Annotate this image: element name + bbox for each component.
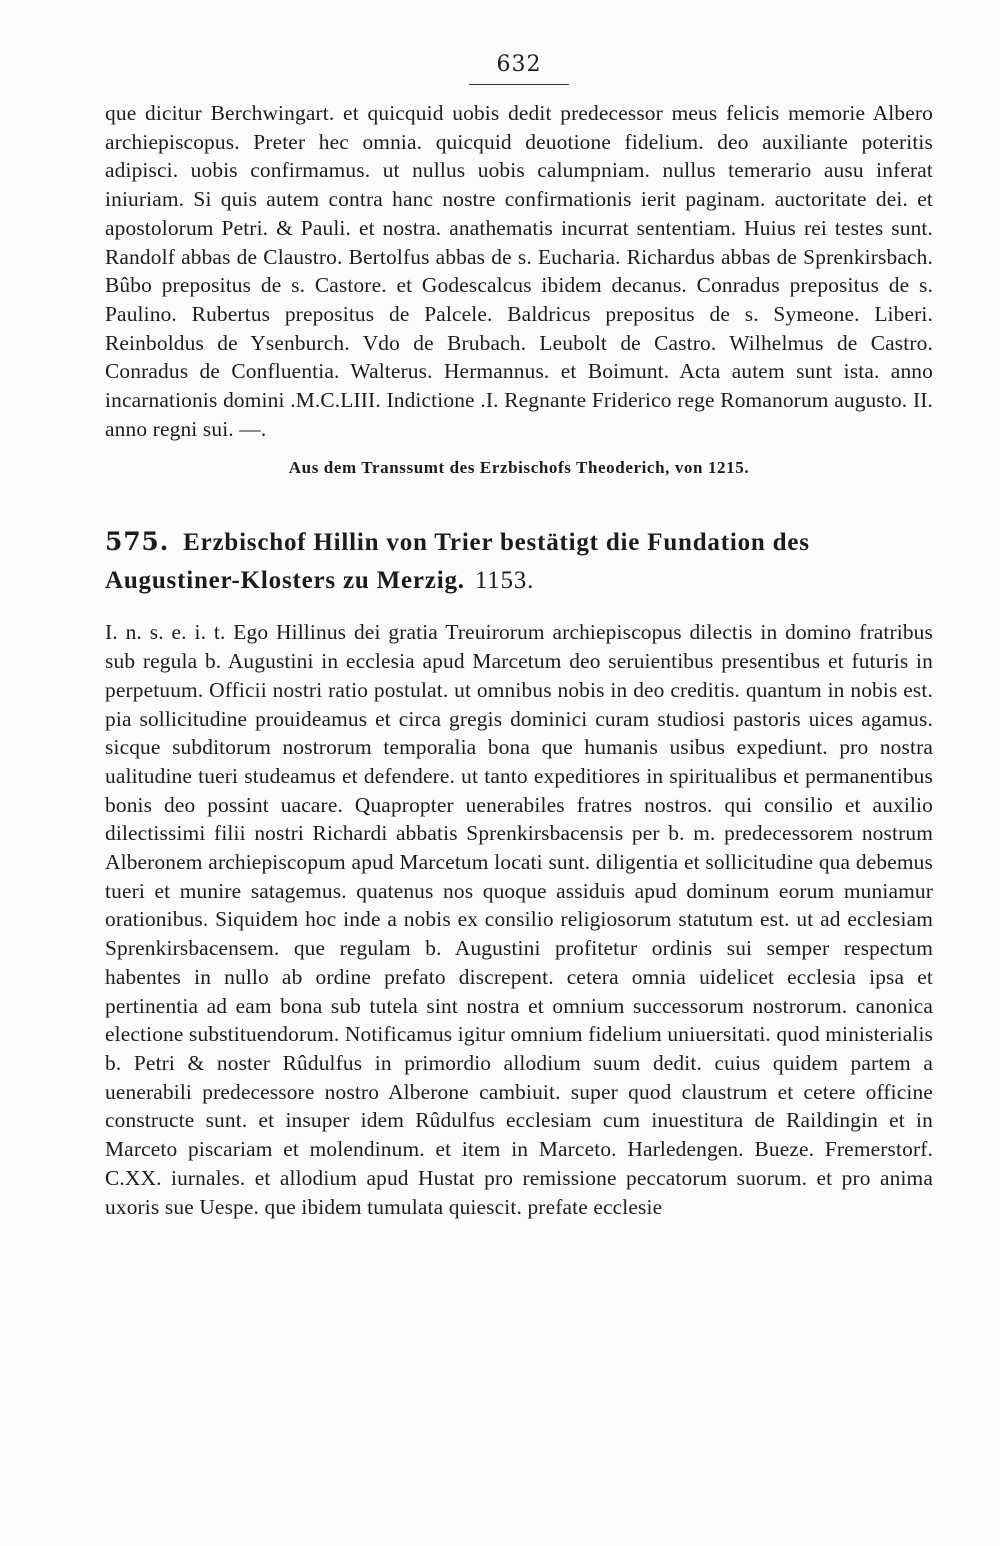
- source-note: Aus dem Transsumt des Erzbischofs Theoderich, von 1215.: [288, 458, 750, 478]
- document-heading: [105, 523, 933, 600]
- document-year: 1153.: [474, 567, 535, 595]
- page-number: 632: [496, 52, 542, 77]
- document-title: Erzbischof Hillin von Trier bestätigt die Fundation des Augustiner-Klosters zu Merzig.: [105, 529, 810, 595]
- prior-document-text: que dicitur Berchwingart. et quicquid uobis dedit predecessor meus felicis memorie Albero archiepiscopus. Preter hec omnia. quicquid deuotione fidelium. deo auxiliante poteritis adipisci. uobis confirmamus. ut nullus uobis calumpniam. nullus temerario ausu inferat iniuriam. Si quis autem contra hanc nostre confirmationis ierit paginam. auctoritate dei. et apostolorum Petri. & Pauli. et nostra. anathematis incurrat sententiam. Huius rei testes sunt. Randolf abbas de Claustro. Bertolfus abbas de s. Eucharia. Richardus abbas de Sprenkirsbach. Bûbo prepositus de s. Castore. et Godescalcus ibidem decanus. Conradus prepositus de s. Paulino. Rubertus prepositus de Palcele. Baldricus prepositus de s. Symeone. Liberi. Reinboldus de Ysenburch. Vdo de Brubach. Leubolt de Castro. Wilhelmus de Castro. Conradus de Confluentia. Walterus. Hermannus. et Boimunt. Acta autem sunt ista. anno incarnationis domini .M.C.LIII. Indictione .I. Regnante Friderico rege Romanorum augusto. II. anno regni sui. —.: [105, 101, 933, 441]
- page-number-rule: [469, 84, 569, 85]
- document-number: 575.: [105, 527, 170, 557]
- document-text: I. n. s. e. i. t. Ego Hillinus dei gratia Treuirorum archiepiscopus dilectis in domino fratribus sub regula b. Augustini in ecclesia apud Marcetum deo seruientibus presentibus et futuris in perpetuum. Officii nostri ratio postulat. ut omnibus nobis in deo creditis. quantum in nobis est. pia sollicitudine prouideamus et circa gregis dominici curam studiosi pastoris uices agamus. sicque subditorum nostrorum temporalia bona que humanis usibus expediunt. pro nostra ualitudine tueri studeamus et defendere. ut tanto expeditiores in spiritualibus et permanentibus bonis deo possint uacare. Quapropter uenerabiles fratres nostros. qui consilio et auxilio dilectissimi filii nostri Richardi abbatis Sprenkirsbacensis per b. m. predecessorem nostrum Alberonem archiepiscopum apud Marcetum locati sunt. diligentia et sollicitudine qua debemus tueri et munire satagemus. quatenus nos quoque assiduis apud dominum eorum muniamur orationibus. Siquidem hoc inde a nobis ex consilio religiosorum statutum est. ut ad ecclesiam Sprenkirsbacensem. que regulam b. Augustini profitetur ordinis sui semper respectum habentes in nullo ab ordine prefato discrepent. cetera omnia uidelicet ecclesia ipsa et pertinentia ad eam bona sub tutela sint nostra et omnium successorum nostrorum. canonica electione substituendorum. Notificamus igitur omnium fidelium uniuersitati. quod ministerialis b. Petri & noster Rûdulfus in primordio allodium suum dedit. cuius quidem partem a uenerabili predecessore nostro Alberone cambiuit. super quod claustrum et cetere officine constructe sunt. et insuper idem Rûdulfus ecclesiam cum inuestitura de Raildingin et in Marceto piscariam et molendinum. et item in Marceto. Harledengen. Bueze. Fremerstorf. C.XX. iurnales. et allodium apud Hustat pro remissione peccatorum suorum. et pro anima uxoris sue Uespe. que ibidem tumulata quiescit. prefate ecclesie: [105, 620, 934, 1219]
- document-page: [105, 50, 933, 1221]
